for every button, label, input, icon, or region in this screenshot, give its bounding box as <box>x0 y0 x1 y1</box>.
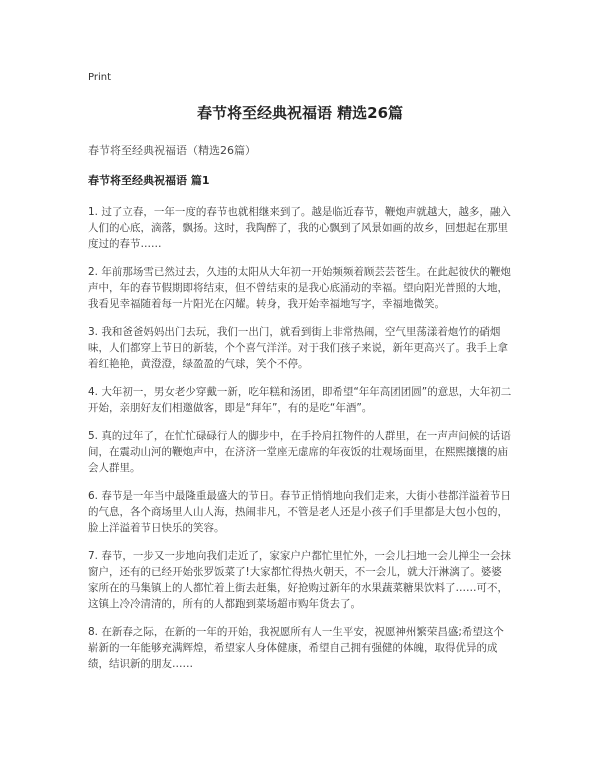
paragraph-2: 2. 年前那场雪已然过去，久违的太阳从大年初一开始频频着顾芸芸苍生。在此起彼伏的鞭炮声中，年的春节假期即将结束，但不曾结束的是我心底涌动的幸福。望向阳光普照的大地，我看见幸福随着每一片阳光在闪耀。转身，我开始幸福地写字，幸福地微笑。 <box>88 266 511 310</box>
paragraph-7: 7. 春节，一步又一步地向我们走近了，家家户户都忙里忙外，一会儿扫地一会儿掸尘一会抹窗户，还有的已经开始张罗饭菜了!大家都忙得热火朝天，不一会儿，就大汗淋漓了。婆婆家所在的马集镇上的人都忙着上街去赶集，好抢购过新年的水果蔬菜糖果饮料了……可不，这镇上冷冷清清的，所有的人都跑到菜场超市购年货去了。 <box>88 550 511 610</box>
paragraph-6: 6. 春节是一年当中最隆重最盛大的节日。春节正悄悄地向我们走来，大街小巷都洋溢着节日的气息，各个商场里人山人海，热闹非凡，不管是老人还是小孩子们手里都是大包小包的，脸上洋溢着节日快乐的笑容。 <box>88 490 511 534</box>
document-subtitle: 春节将至经典祝福语（精选26篇） <box>88 144 256 157</box>
page-title: 春节将至经典祝福语 精选26篇 <box>196 104 404 122</box>
paragraph-5: 5. 真的过年了，在忙忙碌碌行人的脚步中，在手拎肩扛物件的人群里，在一声声问候的话语间，在震动山河的鞭炮声中，在济济一堂座无虚席的年夜饭的壮观场面里，在熙熙攘攘的庙会人群里。 <box>88 430 511 474</box>
print-link[interactable]: Print <box>88 72 112 83</box>
paragraph-1: 1. 过了立春，一年一度的春节也就相继来到了。越是临近春节，鞭炮声就越大，越多，融入人们的心底，滴落，飘扬。这时，我陶醉了，我的心飘到了风景如画的故乡，回想起在那里度过的春节…… <box>88 206 511 250</box>
paragraph-3: 3. 我和爸爸妈妈出门去玩，我们一出门，就看到街上非常热闹，空气里荡漾着炮竹的硝烟味，人们都穿上节日的新装，个个喜气洋洋。对于我们孩子来说，新年更高兴了。我手上拿着红艳艳，黄澄澄，绿盈盈的气球，笑个不停。 <box>88 326 508 370</box>
paragraph-8: 8. 在新春之际，在新的一年的开始，我祝愿所有人一生平安，祝愿神州繁荣昌盛;希望这个崭新的一年能够充满辉煌，希望家人身体健康，希望自己拥有强健的体魄，取得优异的成绩，结识新的朋友…… <box>88 626 504 670</box>
paragraph-4: 4. 大年初一，男女老少穿戴一新，吃年糕和汤团，即希望“年年高团团圆”的意思，大年初二开始，亲朋好友们相邀做客，即是“拜年”，有的是吃“年酒”。 <box>88 386 512 414</box>
section-heading: 春节将至经典祝福语 篇1 <box>88 174 210 187</box>
